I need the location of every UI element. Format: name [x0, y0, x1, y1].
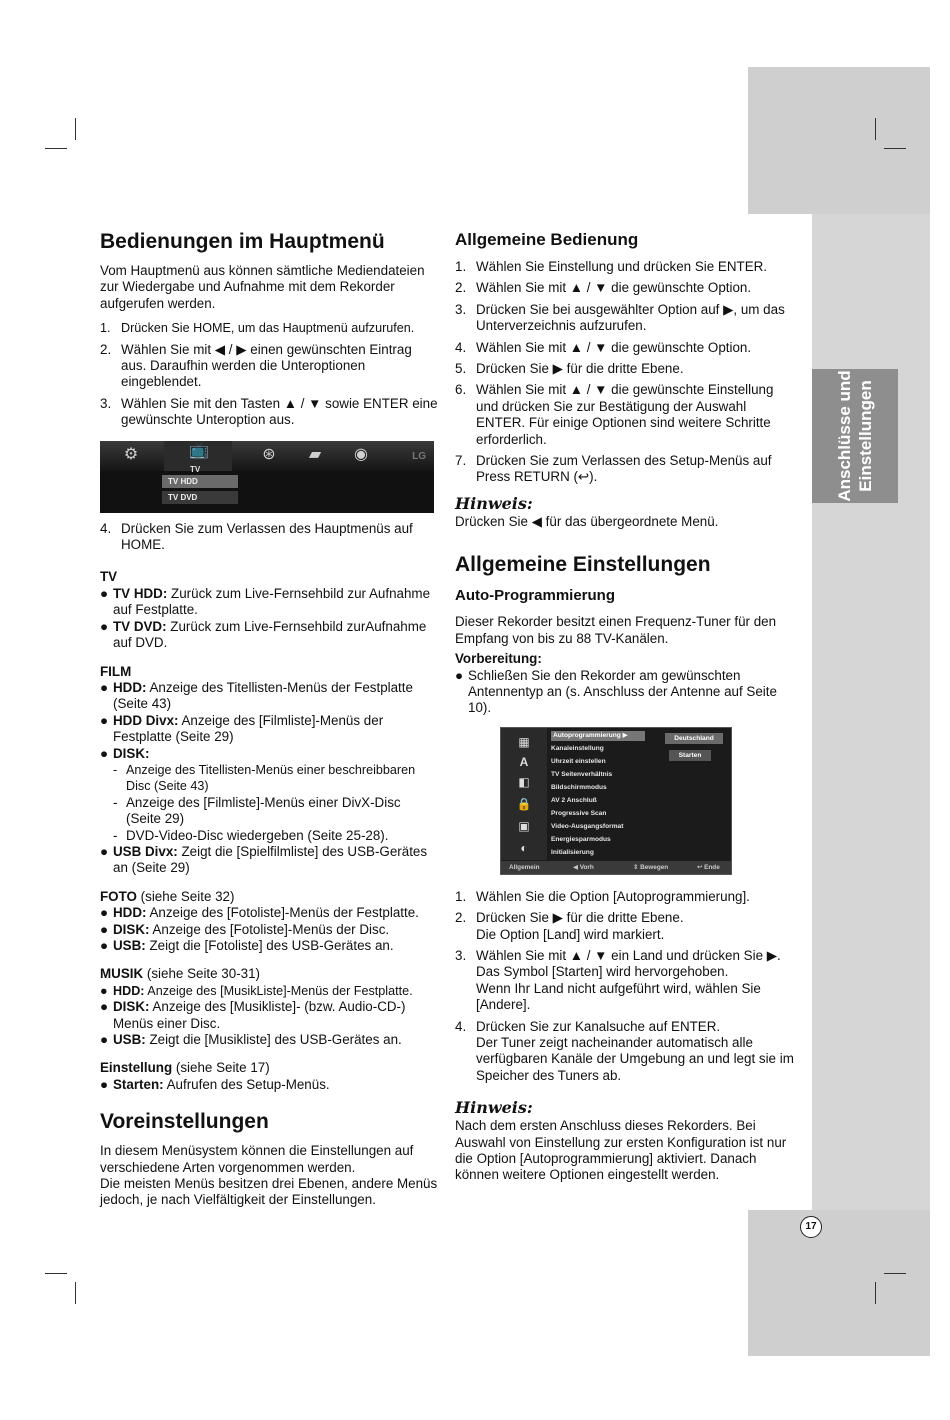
list-item: ● HDD: Anzeige des [MusikListe]-Menüs der Festplatte.	[100, 983, 413, 998]
setup-menu-item: Uhrzeit einstellen	[551, 757, 606, 765]
home-menu-option-selected: TV HDD	[162, 475, 238, 488]
auto-programmierung-steps	[455, 889, 795, 1084]
setup-menu-item: Energiesparmodus	[551, 835, 611, 843]
brand-logo: LG	[412, 450, 426, 462]
footer-prev-hint: ◀ Vorh	[573, 863, 594, 871]
disk-sublist	[100, 762, 438, 844]
hinweis-title: Hinweis:	[455, 493, 533, 513]
list-item: ● HDD Divx: Anzeige des [Filmliste]-Menüs der Festplatte (Seite 29)	[100, 712, 384, 745]
category-film: FILM	[100, 663, 132, 679]
setup-menu-item: Initialisierung	[551, 848, 594, 856]
category-foto: FOTO (siehe Seite 32)	[100, 888, 235, 904]
voreinstellungen-p2: Die meisten Menüs besitzen drei Ebenen, andere Menüs jedoch, je nach Vielfältigkeit der Einstellungen.	[100, 1176, 438, 1208]
side-band-top	[748, 67, 930, 214]
setup-menu-screenshot	[500, 727, 732, 875]
section-title-allgemeine-einstellungen: Allgemeine Einstellungen	[455, 553, 711, 577]
crop-mark	[884, 1273, 906, 1274]
setup-menu-item: TV Seitenverhältnis	[551, 770, 613, 778]
crop-mark	[884, 148, 906, 149]
bedienung-steps	[455, 259, 795, 486]
language-icon: A	[519, 754, 529, 769]
setup-menu-item: Kanaleinstellung	[551, 744, 604, 752]
setup-menu-item: AV 2 Anschluß	[551, 796, 597, 804]
side-tab-line1: Anschlüsse und	[835, 370, 854, 502]
hauptmenu-steps	[100, 320, 438, 428]
list-item: ● USB: Zeigt die [Fotoliste] des USB-Gerätes an.	[100, 938, 394, 953]
sub-list-item: - DVD-Video-Disc wiedergeben (Seite 25-28).	[113, 827, 389, 843]
crop-mark	[45, 148, 67, 149]
step-item: 3. Wählen Sie mit den Tasten ▲ / ▼ sowie ENTER eine gewünschte Unteroption aus.	[100, 395, 438, 428]
side-band-bottom	[748, 1210, 930, 1356]
step-item: 1. Wählen Sie Einstellung und drücken Sie ENTER.	[455, 259, 768, 274]
step-item: 3. Drücken Sie bei ausgewählter Option auf ▶, um das Unterverzeichnis aufzurufen.	[455, 301, 785, 334]
audio-icon: ◧	[518, 774, 530, 789]
subsection-title-auto-programmierung: Auto-Programmierung	[455, 587, 616, 605]
section-title-hauptmenu: Bedienungen im Hauptmenü	[100, 230, 385, 253]
section-side-tab	[812, 369, 898, 503]
step-item: 4. Drücken Sie zur Kanalsuche auf ENTER. Der Tuner zeigt nacheinander automatisch alle verfügbaren Kanäle der Umgebung an und legt sie im Speicher des Tuners ab.	[455, 1018, 794, 1083]
step-item: 4. Drücken Sie zum Verlassen des Hauptmenüs auf HOME.	[100, 520, 413, 553]
list-item: ● DISK: Anzeige des [Fotoliste]-Menüs der Disc.	[100, 921, 390, 937]
auto-intro: Dieser Rekorder besitzt einen Frequenz-Tuner für den Empfang von bis zu 88 TV-Kanälen.	[455, 614, 777, 646]
setup-menu-item: Bildschirmmodus	[551, 783, 607, 791]
tv-icon: 📺	[189, 441, 209, 459]
step-item: 2. Wählen Sie mit ◀ / ▶ einen gewünschten Eintrag aus. Daraufhin werden die Unteroptionen eingeblendet.	[100, 341, 412, 390]
start-button: Starten	[669, 750, 711, 761]
category-tv: TV	[100, 569, 118, 585]
crop-mark	[45, 1273, 67, 1274]
settings-icon: ⚙	[123, 445, 139, 463]
step-item: 1. Drücken Sie HOME, um das Hauptmenü aufzurufen.	[100, 321, 415, 336]
right-column	[455, 229, 795, 1184]
hauptmenu-step4	[100, 521, 438, 554]
page-number: 17	[800, 1216, 822, 1238]
recording-icon: ▣	[518, 818, 530, 833]
country-value-button: Deutschland	[665, 733, 723, 744]
step-item: 7. Drücken Sie zum Verlassen des Setup-Menüs auf Press RETURN (↩).	[455, 453, 772, 485]
film-list	[100, 680, 438, 762]
crop-mark	[875, 1282, 876, 1304]
tv-list	[100, 586, 438, 652]
step-item: 1. Wählen Sie die Option [Autoprogrammierung].	[455, 888, 750, 904]
side-tab-line2: Einstellungen	[856, 380, 875, 492]
step-item: 6. Wählen Sie mit ▲ / ▼ die gewünschte Einstellung und drücken Sie zur Bestätigung der Auswahl ENTER. Für einige Optionen sind weitere Schritte erforderlich.	[455, 382, 774, 447]
list-item: ● TV DVD: Zurück zum Live-Fernsehbild zurAufnahme auf DVD.	[100, 618, 427, 651]
step-item: 2. Drücken Sie ▶ für die dritte Ebene. Die Option [Land] wird markiert.	[455, 910, 684, 942]
crop-mark	[875, 118, 876, 140]
setup-menu-item-selected: Autoprogrammierung ▶	[551, 731, 645, 741]
lock-icon: 🔒	[516, 796, 532, 811]
section-title-allgemeine-bedienung: Allgemeine Bedienung	[455, 230, 639, 249]
step-item: 2. Wählen Sie mit ▲ / ▼ die gewünschte Option.	[455, 280, 752, 296]
crop-mark	[75, 118, 76, 140]
general-settings-icon: ▦	[518, 734, 530, 749]
intro-paragraph: Vom Hauptmenü aus können sämtliche Mediendateien zur Wiedergabe und Aufnahme mit dem Rekorder aufgerufen werden.	[100, 263, 425, 311]
einstellung-list	[100, 1077, 438, 1093]
list-item: ● HDD: Anzeige des Titellisten-Menüs der Festplatte (Seite 43)	[100, 679, 413, 712]
home-menu-label: TV	[190, 464, 201, 474]
disc-icon: ◐	[520, 840, 528, 855]
left-column	[100, 229, 438, 1209]
crop-mark	[75, 1282, 76, 1304]
list-item: ● USB Divx: Zeigt die [Spielfilmliste] des USB-Gerätes an (Seite 29)	[100, 843, 428, 876]
vorbereitung-label: Vorbereitung:	[455, 651, 542, 667]
list-item: ● Schließen Sie den Rekorder am gewünschten Antennentyp an (s. Anschluss der Antenne auf Seite 10).	[455, 667, 777, 716]
film-usb-list	[100, 844, 438, 877]
voreinstellungen-p1: In diesem Menüsystem können die Einstellungen auf verschiedene Arten vorgenommen werden.	[100, 1143, 414, 1175]
footer-move-hint: ⇕ Bewegen	[633, 863, 669, 871]
list-item: ● DISK:	[100, 745, 150, 761]
hinweis-text-2: Nach dem ersten Anschluss dieses Rekorders. Bei Auswahl von Einstellung zur ersten Konfiguration ist nur die Option [Autoprogrammierung] aktiviert. Danach können weitere Optionen eingestellt werden.	[455, 1118, 787, 1183]
music-icon: ◉	[354, 445, 368, 463]
setup-menu-item: Progressive Scan	[551, 809, 607, 817]
list-item: ● DISK: Anzeige des [Musikliste]- (bzw. Audio-CD-) Menüs einer Disc.	[100, 999, 406, 1031]
sub-list-item: - Anzeige des Titellisten-Menüs einer beschreibbaren Disc (Seite 43)	[113, 762, 416, 794]
list-item: ● HDD: Anzeige des [Fotoliste]-Menüs der Festplatte.	[100, 905, 419, 921]
vorbereitung-list	[455, 668, 795, 717]
section-title-voreinstellungen: Voreinstellungen	[100, 1110, 269, 1134]
musik-list	[100, 983, 438, 1049]
home-menu-screenshot	[100, 441, 434, 513]
step-item: 4. Wählen Sie mit ▲ / ▼ die gewünschte Option.	[455, 339, 752, 355]
setup-menu-item: Video-Ausgangsformat	[551, 822, 624, 830]
foto-list	[100, 905, 438, 954]
side-band-middle	[812, 214, 930, 1210]
sub-list-item: - Anzeige des [Filmliste]-Menüs einer DivX-Disc (Seite 29)	[113, 794, 401, 827]
category-einstellung: Einstellung (siehe Seite 17)	[100, 1060, 270, 1076]
hinweis-title-2: Hinweis:	[455, 1098, 533, 1118]
footer-label: Allgemein	[509, 863, 540, 871]
film-icon: ⊛	[262, 445, 276, 463]
list-item: ● USB: Zeigt die [Musikliste] des USB-Gerätes an.	[100, 1032, 402, 1048]
category-musik: MUSIK (siehe Seite 30-31)	[100, 966, 261, 982]
list-item: ● TV HDD: Zurück zum Live-Fernsehbild zur Aufnahme auf Festplatte.	[100, 585, 431, 618]
hinweis-text: Drücken Sie ◀ für das übergeordnete Menü.	[455, 513, 719, 529]
step-item: 3. Wählen Sie mit ▲ / ▼ ein Land und drücken Sie ▶. Das Symbol [Starten] wird hervorgehoben. Wenn Ihr Land nicht aufgeführt wird, wählen Sie [Andere].	[455, 947, 781, 1013]
footer-exit-hint: ↩ Ende	[697, 863, 720, 871]
photo-icon: ▰	[308, 445, 322, 463]
step-item: 5. Drücken Sie ▶ für die dritte Ebene.	[455, 361, 684, 377]
setup-menu-footer	[501, 861, 731, 874]
home-menu-option: TV DVD	[162, 491, 238, 504]
list-item: ● Starten: Aufrufen des Setup-Menüs.	[100, 1076, 330, 1092]
